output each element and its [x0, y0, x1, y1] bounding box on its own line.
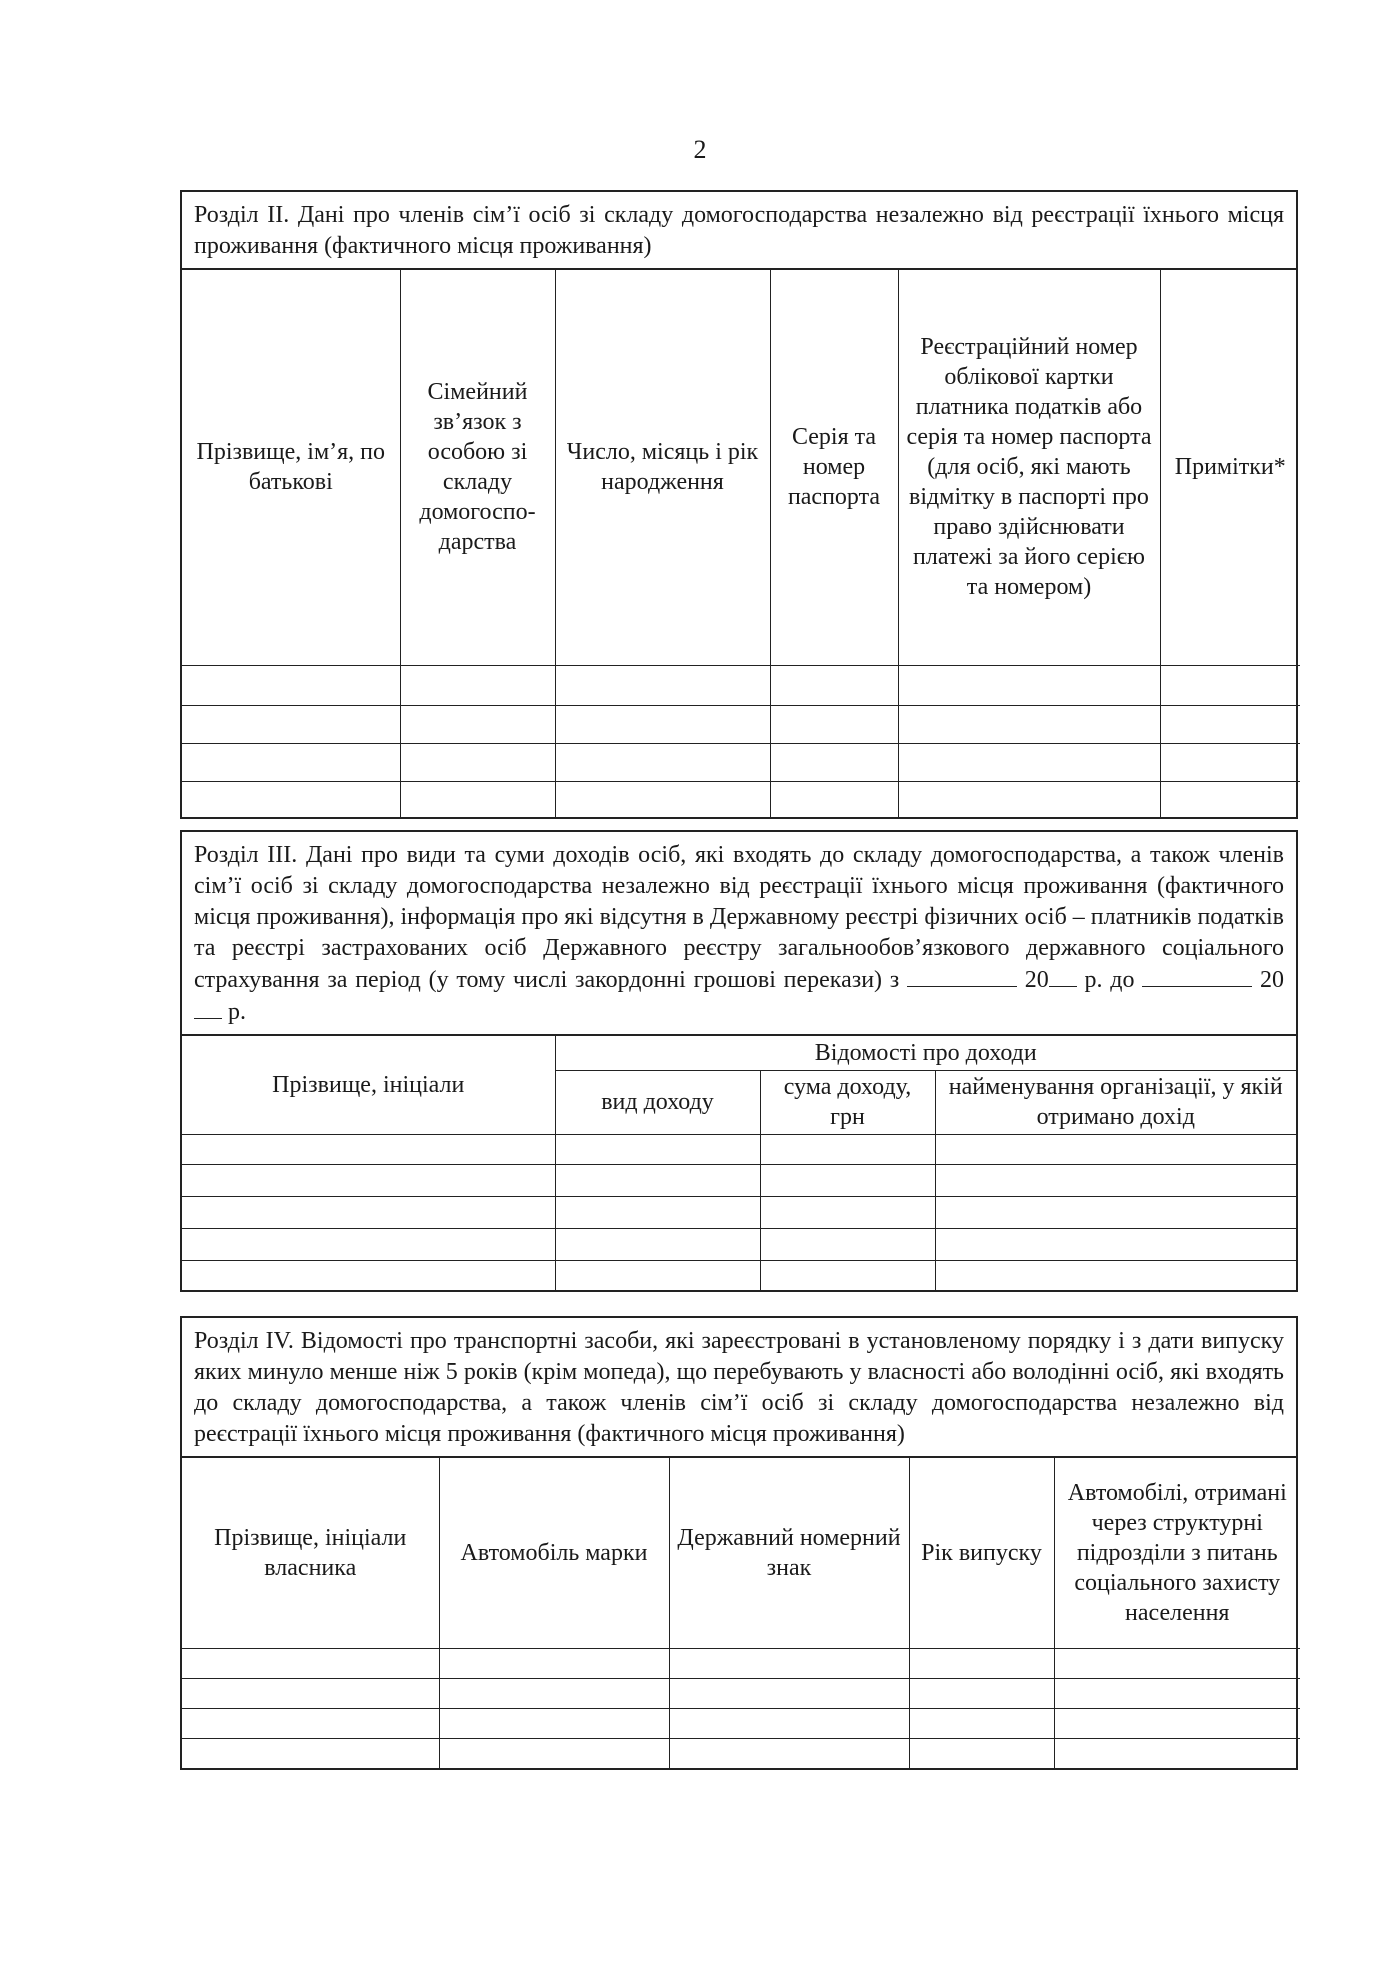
cell[interactable] — [182, 743, 400, 781]
cell[interactable] — [555, 1260, 760, 1290]
cell[interactable] — [909, 1648, 1054, 1678]
table-row — [182, 665, 1300, 705]
header-income-amount: сума доходу, грн — [760, 1070, 935, 1134]
header-tax-number: Реєстраційний номер облікової картки платника податків або серія та номер паспорта (для осіб, які мають відмітку в паспорті про право здійснювати платежі за його серією та номером) — [898, 270, 1160, 665]
cell[interactable] — [935, 1134, 1296, 1164]
cell[interactable] — [898, 665, 1160, 705]
section-2 — [180, 190, 1298, 819]
cell[interactable] — [909, 1678, 1054, 1708]
header-surname-initials: Прізвище, ініціали — [182, 1036, 555, 1134]
cell[interactable] — [760, 1228, 935, 1260]
cell[interactable] — [555, 1196, 760, 1228]
year-prefix-from: 20 — [1024, 967, 1049, 993]
table-row — [182, 743, 1300, 781]
page-number: 2 — [693, 135, 707, 164]
cell[interactable] — [770, 665, 898, 705]
cell[interactable] — [439, 1738, 669, 1768]
cell[interactable] — [400, 665, 555, 705]
cell[interactable] — [555, 781, 770, 817]
cell[interactable] — [400, 705, 555, 743]
table-row — [182, 1648, 1300, 1678]
header-income-type: вид доходу — [555, 1070, 760, 1134]
header-plate-number: Державний номерний знак — [669, 1458, 909, 1648]
cell[interactable] — [555, 705, 770, 743]
cell[interactable] — [555, 1228, 760, 1260]
table-row — [182, 1164, 1296, 1196]
section-3-title — [182, 832, 1296, 1036]
cell[interactable] — [400, 743, 555, 781]
section-3-table — [182, 1036, 1296, 1290]
header-car-brand: Автомобіль марки — [439, 1458, 669, 1648]
table-row — [182, 1260, 1296, 1290]
cell[interactable] — [935, 1228, 1296, 1260]
cell[interactable] — [182, 1164, 555, 1196]
cell[interactable] — [935, 1164, 1296, 1196]
cell[interactable] — [669, 1738, 909, 1768]
cell[interactable] — [770, 781, 898, 817]
cell[interactable] — [760, 1164, 935, 1196]
section-3 — [180, 830, 1298, 1292]
year-from-field[interactable] — [1049, 964, 1077, 987]
table-row — [182, 781, 1300, 817]
until-label: р. до — [1084, 967, 1135, 993]
cell[interactable] — [760, 1260, 935, 1290]
table-row — [182, 1134, 1296, 1164]
cell[interactable] — [898, 705, 1160, 743]
cell[interactable] — [182, 1196, 555, 1228]
cell[interactable] — [439, 1708, 669, 1738]
cell[interactable] — [439, 1678, 669, 1708]
cell[interactable] — [182, 1708, 439, 1738]
date-from-field[interactable] — [907, 964, 1017, 987]
header-birth-date: Число, місяць і рік народження — [555, 270, 770, 665]
cell[interactable] — [182, 1678, 439, 1708]
cell[interactable] — [1160, 705, 1300, 743]
table-row — [182, 1738, 1300, 1768]
cell[interactable] — [770, 705, 898, 743]
cell[interactable] — [400, 781, 555, 817]
year-suffix: р. — [228, 999, 246, 1025]
cell[interactable] — [1054, 1678, 1300, 1708]
cell[interactable] — [935, 1260, 1296, 1290]
date-to-field[interactable] — [1142, 964, 1252, 987]
cell[interactable] — [1054, 1738, 1300, 1768]
cell[interactable] — [1160, 743, 1300, 781]
section-4 — [180, 1316, 1298, 1770]
cell[interactable] — [760, 1134, 935, 1164]
year-to-field[interactable] — [194, 996, 222, 1019]
section-2-title: Розділ II. Дані про членів сім’ї осіб зі складу домогосподарства незалежно від реєстрації їхнього місця проживання (фактичного місця проживання) — [182, 192, 1296, 270]
section-4-title: Розділ IV. Відомості про транспортні засоби, які зареєстровані в установленому порядку і з дати випуску яких минуло менше ніж 5 років (крім мопеда), що перебувають у власності або володінні осіб, які входять до складу домогосподарства, а також членів сім’ї осіб зі складу домогосподарства незалежно від реєстрації їхнього місця проживання (фактичного місця проживання) — [182, 1318, 1296, 1458]
cell[interactable] — [1160, 665, 1300, 705]
cell[interactable] — [669, 1708, 909, 1738]
year-prefix-to: 20 — [1260, 967, 1284, 993]
cell[interactable] — [439, 1648, 669, 1678]
cell[interactable] — [1160, 781, 1300, 817]
header-owner: Прізвище, ініціали власника — [182, 1458, 439, 1648]
cell[interactable] — [898, 743, 1160, 781]
cell[interactable] — [182, 1260, 555, 1290]
table-row — [182, 705, 1300, 743]
cell[interactable] — [1054, 1708, 1300, 1738]
cell[interactable] — [669, 1678, 909, 1708]
header-family-relation: Сімейний зв’язок з особою зі складу домогоспо-дарства — [400, 270, 555, 665]
header-notes: Примітки* — [1160, 270, 1300, 665]
cell[interactable] — [555, 665, 770, 705]
table-row — [182, 1228, 1296, 1260]
header-passport: Серія та номер паспорта — [770, 270, 898, 665]
section-2-table — [182, 270, 1300, 817]
cell[interactable] — [555, 743, 770, 781]
cell[interactable] — [182, 1134, 555, 1164]
cell[interactable] — [1054, 1648, 1300, 1678]
cell[interactable] — [182, 781, 400, 817]
header-organization: найменування організації, у якій отримано дохід — [935, 1070, 1296, 1134]
header-income-info: Відомості про доходи — [555, 1036, 1296, 1070]
cell[interactable] — [182, 1228, 555, 1260]
cell[interactable] — [669, 1648, 909, 1678]
header-social-protection: Автомобілі, отримані через структурні підрозділи з питань соціального захисту населення — [1054, 1458, 1300, 1648]
section-3-text: Розділ III. Дані про види та суми доходів осіб, які входять до складу домогосподарства, а також членів сім’ї осіб зі складу домогосподарства незалежно від реєстрації їхнього місця проживання (фактичного місця проживання), інформація про які відсутня в Державному реєстрі фізичних осіб – платників податків та реєстрі застрахованих осіб Державного реєстру загальнообов’язкового державного соціального страхування за період (у тому числі закордонні грошові перекази) з — [194, 842, 1285, 993]
cell[interactable] — [182, 1738, 439, 1768]
table-row — [182, 1678, 1300, 1708]
cell[interactable] — [909, 1738, 1054, 1768]
header-full-name: Прізвище, ім’я, по батькові — [182, 270, 400, 665]
cell[interactable] — [182, 665, 400, 705]
cell[interactable] — [555, 1134, 760, 1164]
table-row — [182, 1708, 1300, 1738]
cell[interactable] — [770, 743, 898, 781]
cell[interactable] — [760, 1196, 935, 1228]
cell[interactable] — [182, 705, 400, 743]
cell[interactable] — [935, 1196, 1296, 1228]
table-row — [182, 1196, 1296, 1228]
cell[interactable] — [909, 1708, 1054, 1738]
cell[interactable] — [898, 781, 1160, 817]
section-4-table — [182, 1458, 1300, 1768]
cell[interactable] — [555, 1164, 760, 1196]
cell[interactable] — [182, 1648, 439, 1678]
header-year: Рік випуску — [909, 1458, 1054, 1648]
